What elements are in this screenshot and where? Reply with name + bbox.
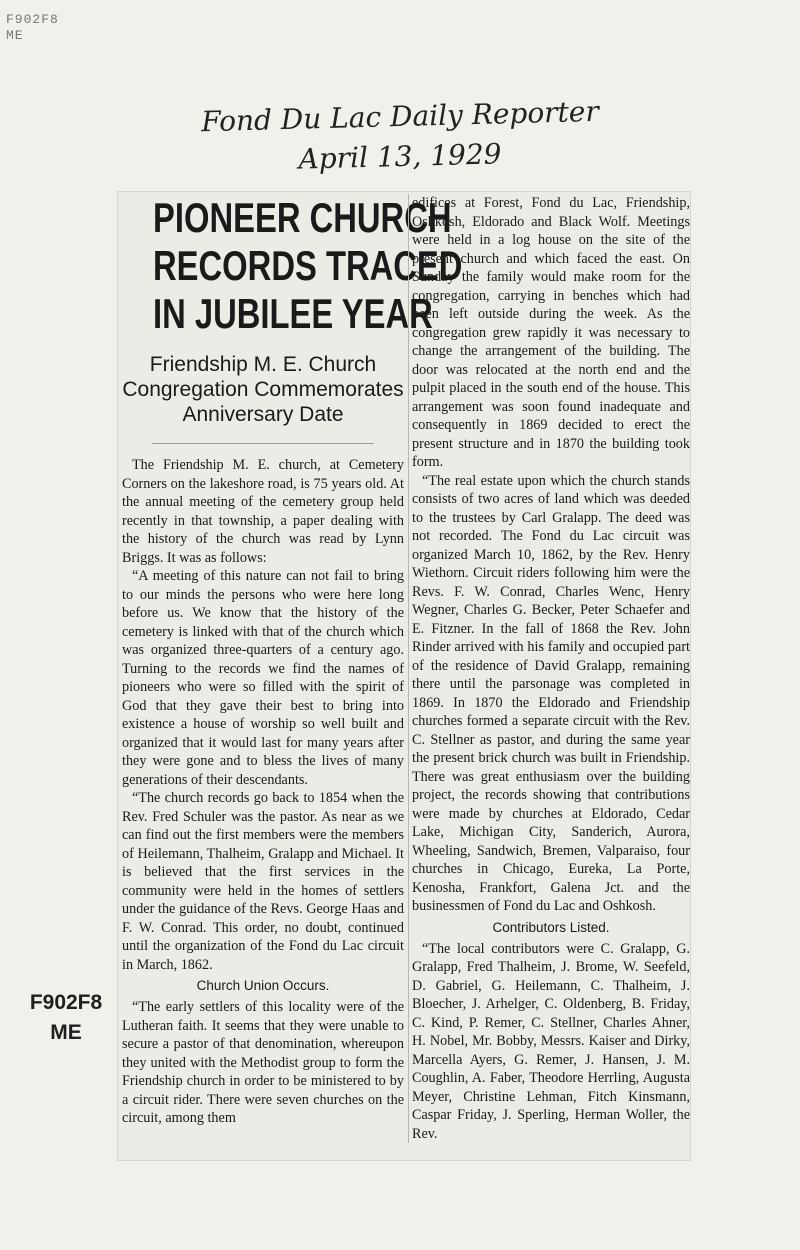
margin-archive-code: [18, 988, 114, 1048]
headline-line: RECORDS TRACED: [153, 242, 463, 289]
paragraph: “A meeting of this nature can not fail to bring to our minds the persons who were here long before us. We know that the history of the cemetery is linked with that of the church which was organized three-quarters of a century ago. Turning to the records we find the names of pioneers who were so filled with the spirit of God that they gave their best to bring into existence a house of worship so well built and organized that it would last for many years after they were gone and to bless the lives of many generations of their descendants.: [122, 568, 404, 788]
paragraph: “The church records go back to 1854 when the Rev. Fred Schuler was the pastor. As near as we can find out the first members were the members of Heilemann, Thalheim, Gralapp and Michael. It is believed that the first services in the community were held in the homes of settlers under the guidance of the Revs. George Haas and F. W. Conrad. This order, no doubt, continued until the organization of the Fond du Lac circuit in March, 1862.: [122, 790, 404, 973]
corner-code: F902F8: [6, 12, 59, 27]
handwritten-date: April 13, 1929: [298, 137, 502, 176]
paragraph: “The real estate upon which the church stands consists of two acres of land which was deeded to the trustees by Carl Gralapp. The deed was not recorded. The Fond du Lac circuit was organized March 10, 1862, by the Rev. Henry Wiethorn. Circuit riders following him were the Revs. F. W. Conrad, Charles Wenc, Henry Wegner, Charles G. Becker, Peter Schaefer and E. Fitzner. In the fall of 1868 the Rev. John Rinder arrived with his family and occupied part of the residence of David Gralapp, remaining there until the parsonage was completed in 1869. In 1870 the Eldorado and Friendship churches formed a separate circuit with the Rev. C. Stellner as pastor, and during the same year the present brick church was built in Friendship. There was great enthusiasm over the building project, the records showing that contributions were made by churches at Eldorado, Cedar Lake, Michigan City, Sanderich, Aurora, Wheeling, Sandwich, Bremen, Valparaiso, four churches in Chicago, Eureka, La Porte, Kenosha, Frankfort, Galena Jct. and the businessmen of Fond du Lac and Oshkosh.: [412, 472, 690, 914]
newspaper-clipping: [118, 192, 690, 1160]
corner-archive-code: [6, 12, 59, 44]
section-subhead: Church Union Occurs.: [196, 978, 330, 993]
margin-code: F902F8: [29, 991, 103, 1014]
right-column: [408, 194, 690, 1143]
paragraph: “The local contributors were C. Gralapp, G. Gralapp, Fred Thalheim, J. Brome, W. Seefeld, D. Gabriel, G. Heilemann, C. Thalheim, J. Bloecher, J. Arhelger, C. Oldenberg, B. Friday, C. Kind, P. Remer, C. Stellner, Charles Ahner, H. Nobel, Mr. Bobby, Messrs. Kaiser and Dirky, Marcella Ayers, G. Remer, J. Hansen, J. M. Coughlin, A. Faber, Theodore Herrling, Augusta Meyer, Christine Lehman, Fitch Kinsmann, Caspar Friday, J. Sperling, Herman Woller, the Rev.: [412, 940, 690, 1142]
headline-line: PIONEER CHURCH: [153, 194, 452, 241]
left-column: [122, 194, 463, 1128]
paragraph: “The early settlers of this locality were of the Lutheran faith. It seems that they were unable to secure a pastor of that denomination, whereupon they united with the Methodist group to form the Friendship church in order to be ministered to by a circuit rider. There were seven churches on the circuit, among them: [122, 999, 404, 1126]
headline-line: IN JUBILEE YEAR: [153, 290, 433, 337]
paragraph: The Friendship M. E. church, at Cemetery Corners on the lakeshore road, is 75 years old. At the annual meeting of the cemetery group held recently in that township, a paper dealing with the history of the church was read by Lynn Briggs. It was as follows:: [122, 457, 404, 566]
divider: [152, 443, 374, 444]
section-subhead: Contributors Listed.: [492, 919, 610, 935]
margin-initials: ME: [50, 1021, 82, 1044]
subheadline: Friendship M. E. Church Congregation Commemorates Anniversary Date: [122, 353, 404, 426]
handwritten-source: Fond Du Lac Daily Reporter: [200, 94, 600, 139]
headline: [153, 194, 463, 338]
corner-initials: ME: [6, 28, 24, 43]
paragraph: edifices at Forest, Fond du Lac, Friendship, Oshkosh, Eldorado and Black Wolf. Meetings were held in a log house on the site of the present church and which faced the east. On Sunday the family would make room for the congregation, carrying in benches which had been left outside during the week. As the congregation grew rapidly it was necessary to change the arrangement of the building. The door was relocated at the north end and the pulpit placed in the south end of the house. This arrangement was soon found inadequate and consequently in 1869 decided to erect the present structure and in 1870 the building took form.: [412, 195, 690, 470]
